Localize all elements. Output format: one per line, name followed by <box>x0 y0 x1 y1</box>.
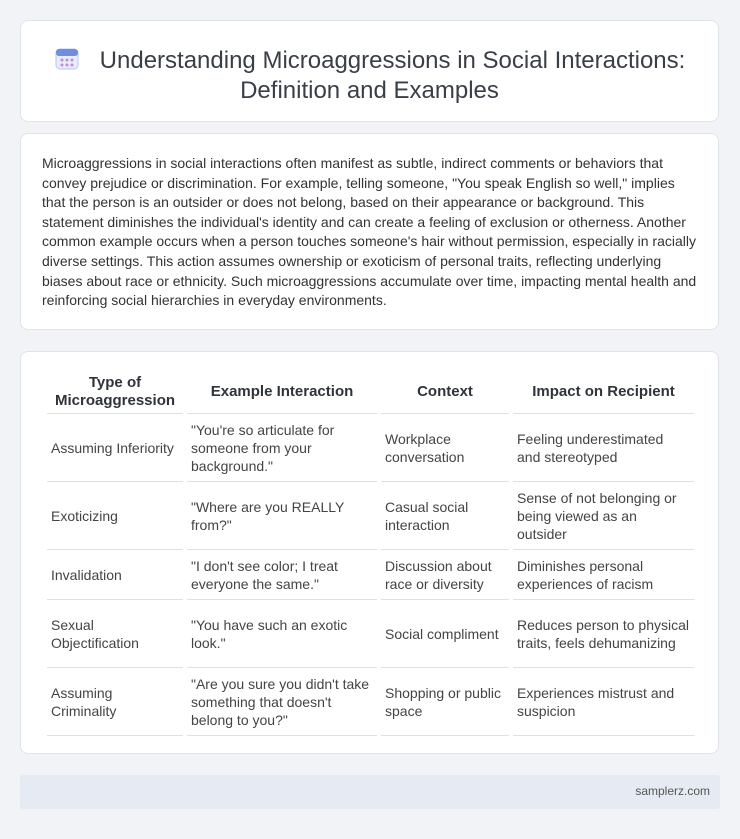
cell-context: Social compliment <box>381 600 509 668</box>
cell-impact: Experiences mistrust and suspicion <box>513 668 694 736</box>
page-title <box>21 45 718 106</box>
header-impact: Impact on Recipient <box>513 370 694 414</box>
cell-example: "Are you sure you didn't take something that doesn't belong to you?" <box>187 668 377 736</box>
cell-impact: Reduces person to physical traits, feels dehumanizing <box>513 600 694 668</box>
cell-type: Assuming Inferiority <box>47 414 183 482</box>
cell-context: Shopping or public space <box>381 668 509 736</box>
cell-impact: Sense of not belonging or being viewed as an outsider <box>513 482 694 550</box>
cell-type: Invalidation <box>47 550 183 600</box>
cell-impact: Diminishes personal experiences of racism <box>513 550 694 600</box>
cell-type: Exoticizing <box>47 482 183 550</box>
table-row <box>47 668 694 736</box>
cell-example: "Where are you REALLY from?" <box>187 482 377 550</box>
title-line-1: Understanding Microaggressions in Social Interactions: <box>99 47 686 74</box>
header-example: Example Interaction <box>187 370 377 414</box>
cell-context: Casual social interaction <box>381 482 509 550</box>
footer-site-link[interactable]: samplerz.com <box>635 784 710 798</box>
cell-context: Discussion about race or diversity <box>381 550 509 600</box>
table-row <box>47 482 694 550</box>
table-card <box>20 351 719 754</box>
intro-card <box>20 133 719 330</box>
microaggression-table <box>43 370 698 736</box>
table-row <box>47 550 694 600</box>
cell-example: "I don't see color; I treat everyone the same." <box>187 550 377 600</box>
cell-impact: Feeling underestimated and stereotyped <box>513 414 694 482</box>
intro-paragraph: Microaggressions in social interactions often manifest as subtle, indirect comments or behaviors that convey prejudice or discrimination. For example, telling someone, "You speak English so well," implies that the person is an outsider or does not belong, based on their appearance or background. This statement diminishes the individual's identity and can create a feeling of exclusion or otherness. Another common example occurs when a person touches someone's hair without permission, especially in racially diverse settings. This action assumes ownership or exoticism of personal traits, reflecting underlying biases about race or ethnicity. Such microaggressions accumulate over time, impacting mental health and reinforcing social hierarchies in everyday environments. <box>42 155 697 309</box>
footer <box>20 775 720 809</box>
header-type: Type of Microaggression <box>47 370 183 414</box>
cell-example: "You're so articulate for someone from your background." <box>187 414 377 482</box>
cell-type: Sexual Objectification <box>47 600 183 668</box>
calendar-icon <box>54 45 80 71</box>
title-line-2: Definition and Examples <box>240 77 499 104</box>
cell-type: Assuming Criminality <box>47 668 183 736</box>
header-context: Context <box>381 370 509 414</box>
title-card <box>20 20 719 122</box>
table-row <box>47 600 694 668</box>
table-header-row <box>47 370 694 414</box>
table-row <box>47 414 694 482</box>
cell-context: Workplace conversation <box>381 414 509 482</box>
cell-example: "You have such an exotic look." <box>187 600 377 668</box>
